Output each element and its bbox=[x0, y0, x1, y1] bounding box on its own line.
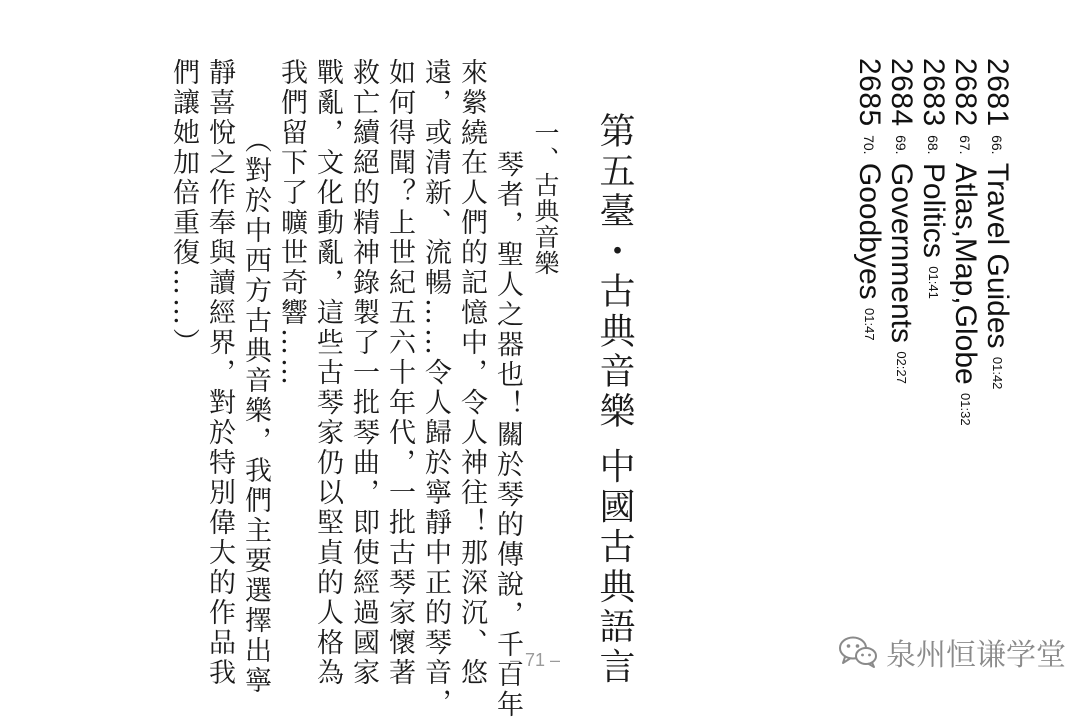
toc-duration: 01:41 bbox=[926, 266, 941, 299]
wechat-icon bbox=[838, 635, 878, 669]
toc-index: 66. bbox=[989, 135, 1005, 155]
toc-duration: 02:27 bbox=[894, 351, 909, 384]
toc-number: 2681 bbox=[981, 58, 1014, 127]
body-line: 琴者，聖人之器也！關於琴的傳說，千百年 bbox=[492, 150, 523, 720]
toc-title: Governments bbox=[885, 162, 918, 343]
toc-item-2683 bbox=[918, 58, 948, 299]
watermark bbox=[838, 634, 1066, 673]
body-line: 遠，或清新、流暢……令人歸於寧靜中正的琴音， bbox=[420, 58, 451, 718]
toc-index: 67. bbox=[957, 135, 973, 155]
toc-item-2682 bbox=[950, 58, 980, 426]
toc-title: Politics bbox=[917, 162, 950, 258]
body-line: 靜喜悅之作奉與讀經界，對於特別偉大的作品我 bbox=[204, 58, 235, 688]
toc-title: Atlas,Map,Globe bbox=[949, 162, 982, 385]
toc-number: 2684 bbox=[885, 58, 918, 127]
toc-duration: 01:47 bbox=[862, 308, 877, 341]
body-line: 們讓她加倍重復……） bbox=[168, 58, 199, 358]
body-line: 來縈繞在人們的記憶中，令人神往！那深沉、悠 bbox=[456, 58, 487, 688]
toc-number: 2683 bbox=[917, 58, 950, 127]
toc-title: Goodbyes bbox=[853, 162, 886, 300]
watermark-text: 泉州恒谦学堂 bbox=[886, 638, 1066, 673]
body-line: 戰亂，文化動亂，這些古琴家仍以堅貞的人格為 bbox=[312, 58, 343, 688]
toc-title: Travel Guides bbox=[981, 162, 1014, 349]
page-number: – 71 – bbox=[510, 650, 561, 670]
toc-duration: 01:42 bbox=[990, 356, 1005, 390]
body-line: 如何得聞？上世紀五六十年代，一批古琴家懷著 bbox=[384, 58, 415, 688]
section-title: 一、古典音樂 bbox=[531, 120, 560, 276]
toc-duration: 01:32 bbox=[958, 393, 973, 426]
toc-index: 69. bbox=[893, 135, 909, 155]
toc-number: 2685 bbox=[853, 58, 886, 127]
body-line: （對於中西方古典音樂，我們主要選擇出寧 bbox=[240, 126, 271, 696]
toc-index: 70. bbox=[861, 135, 877, 155]
toc-item-2685 bbox=[854, 58, 884, 341]
toc-index: 68. bbox=[925, 135, 941, 155]
body-line: 救亡續絕的精神錄製了一批琴曲，即使經過國家 bbox=[348, 58, 379, 688]
chapter-title: 第五臺・古典音樂 中國古典語言 bbox=[594, 112, 635, 688]
toc-item-2681 bbox=[982, 58, 1012, 389]
body-line: 我們留下了曠世奇響…… bbox=[276, 58, 307, 388]
toc-item-2684 bbox=[886, 58, 916, 384]
toc-number: 2682 bbox=[949, 58, 982, 127]
